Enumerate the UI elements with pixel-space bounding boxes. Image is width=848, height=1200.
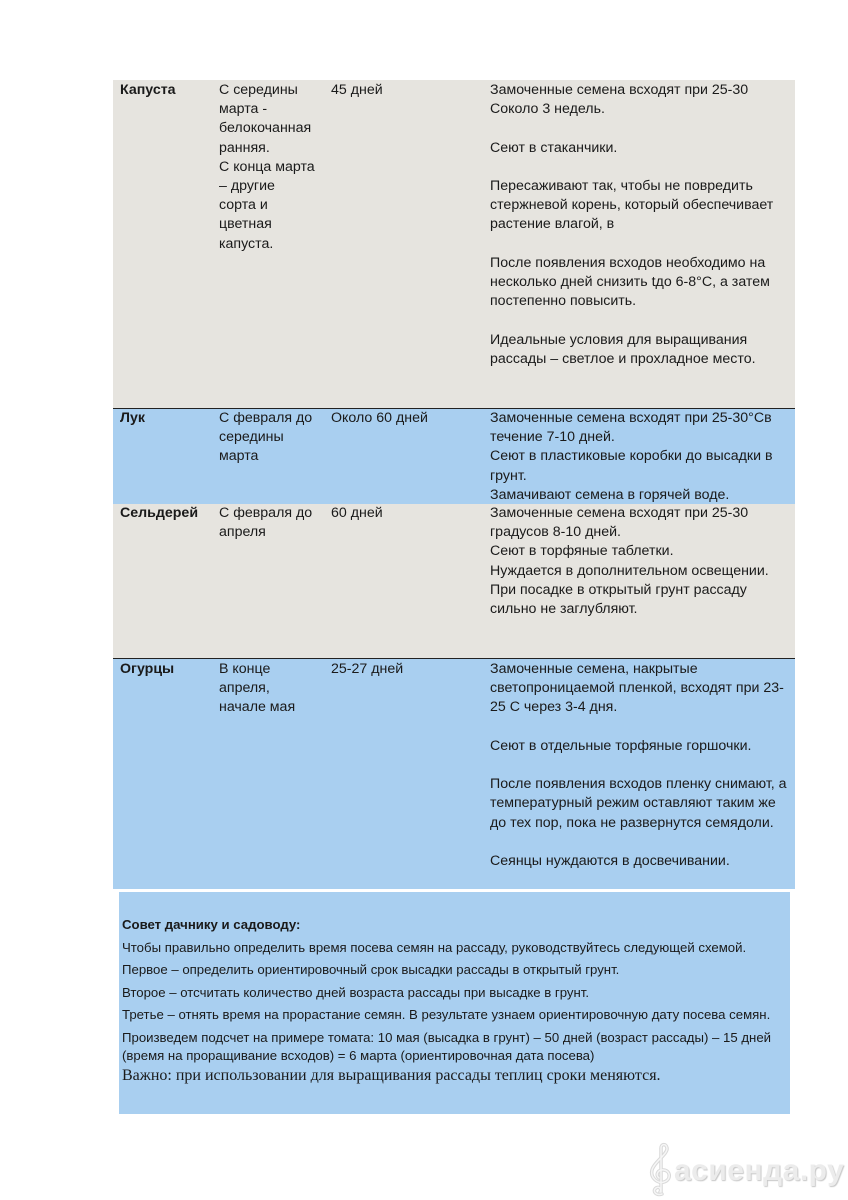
table-row-cucumber <box>113 658 795 889</box>
notes <box>490 504 790 619</box>
sowing-time-line: С конца марта – другие сорта и цветная капуста. <box>219 158 315 252</box>
crop-name: Лук <box>120 410 145 426</box>
note-line: Идеальные условия для выращивания рассады – светлое и прохладное место. <box>490 331 756 367</box>
note-line: Сеют в отдельные торфяные горшочки. <box>490 737 752 754</box>
note-line: Сеют в торфяные таблетки. <box>490 543 674 560</box>
tip-important-note: Важно: при использовании для выращивания рассады теплиц сроки меняются. <box>122 1067 661 1085</box>
crop-name: Капуста <box>120 82 176 98</box>
table-row-celery <box>113 504 795 658</box>
sowing-time: С февраля до середины марта <box>219 410 313 465</box>
crop-name: Огурцы <box>120 661 175 677</box>
table-row-cabbage <box>113 80 795 408</box>
tip-line: Первое – определить ориентировочный срок высадки рассады в открытый грунт. <box>122 962 620 978</box>
note-line: Сеют в пластиковые коробки до высадки в грунт. <box>490 448 773 484</box>
note-line: Сеют в стаканчики. <box>490 139 618 156</box>
sowing-time <box>219 81 325 254</box>
note-line: Замачивают семена в горячей воде. <box>490 486 730 503</box>
note-line: Нуждается в дополнительном освещении. <box>490 562 769 579</box>
tip-line: Второе – отсчитать количество дней возраста рассады при высадке в грунт. <box>122 984 590 1000</box>
tip-line: Произведем подсчет на примере томата: 10 мая (высадка в грунт) – 50 дней (возраст рассады) – 15 дней (время на проращивание всходов) = 6 марта (ориентировочная дата посева) <box>122 1029 772 1063</box>
tip-line: Третье – отнять время на прорастание семян. В результате узнаем ориентировочную дату посева семян. <box>122 1007 771 1023</box>
note-line: При посадке в открытый грунт рассаду сильно не заглубляют. <box>490 581 747 618</box>
planting-table <box>113 80 795 889</box>
note-line: После появления всходов необходимо на несколько дней снизить tдо 6-8°С, а затем постепенно повысить. <box>490 254 770 310</box>
sowing-time: С февраля до апреля <box>219 505 313 541</box>
notes <box>490 409 790 505</box>
watermark-text: асиенда.ру <box>674 1154 845 1187</box>
note-line: Замоченные семена всходят при 25-30°Св течение 7-10 дней. <box>490 410 772 446</box>
tip-title: Совет дачнику и садоводу: <box>122 917 301 932</box>
seedling-age: 45 дней <box>331 82 383 98</box>
treble-clef-icon <box>644 1142 678 1198</box>
note-line: Замоченные семена всходят при 25-30 градусов 8-10 дней. <box>490 505 749 541</box>
tip-line: Чтобы правильно определить время посева семян на рассаду, руководствуйтесь следующей схемой. <box>122 939 747 955</box>
note-line: Замоченные семена всходят при 25-30 Соколо 3 недель. <box>490 82 749 118</box>
site-watermark <box>644 1140 844 1198</box>
seedling-age: Около 60 дней <box>331 410 428 426</box>
note-line: Замоченные семена, накрытые светопроницаемой пленкой, всходят при 23-25 С через 3-4 дня. <box>490 661 784 716</box>
table-row-onion <box>113 408 795 504</box>
sowing-time-line: С середины марта - белокочанная ранняя. <box>219 82 312 156</box>
note-line: Пересаживают так, чтобы не повредить стержневой корень, который обеспечивает растение влагой, в <box>490 177 774 233</box>
seedling-age: 60 дней <box>331 505 383 521</box>
note-line: Сеянцы нуждаются в досвечивании. <box>490 852 730 869</box>
seedling-age: 25-27 дней <box>331 661 404 677</box>
crop-name: Сельдерей <box>120 505 199 521</box>
sowing-time: В конце апреля, начале мая <box>219 661 296 716</box>
note-line: После появления всходов пленку снимают, а температурный режим оставляют таким же до тех пор, пока не развернутся семядоли. <box>490 776 787 831</box>
notes <box>490 81 790 369</box>
gardener-tip-box <box>119 892 790 1114</box>
notes <box>490 660 790 871</box>
